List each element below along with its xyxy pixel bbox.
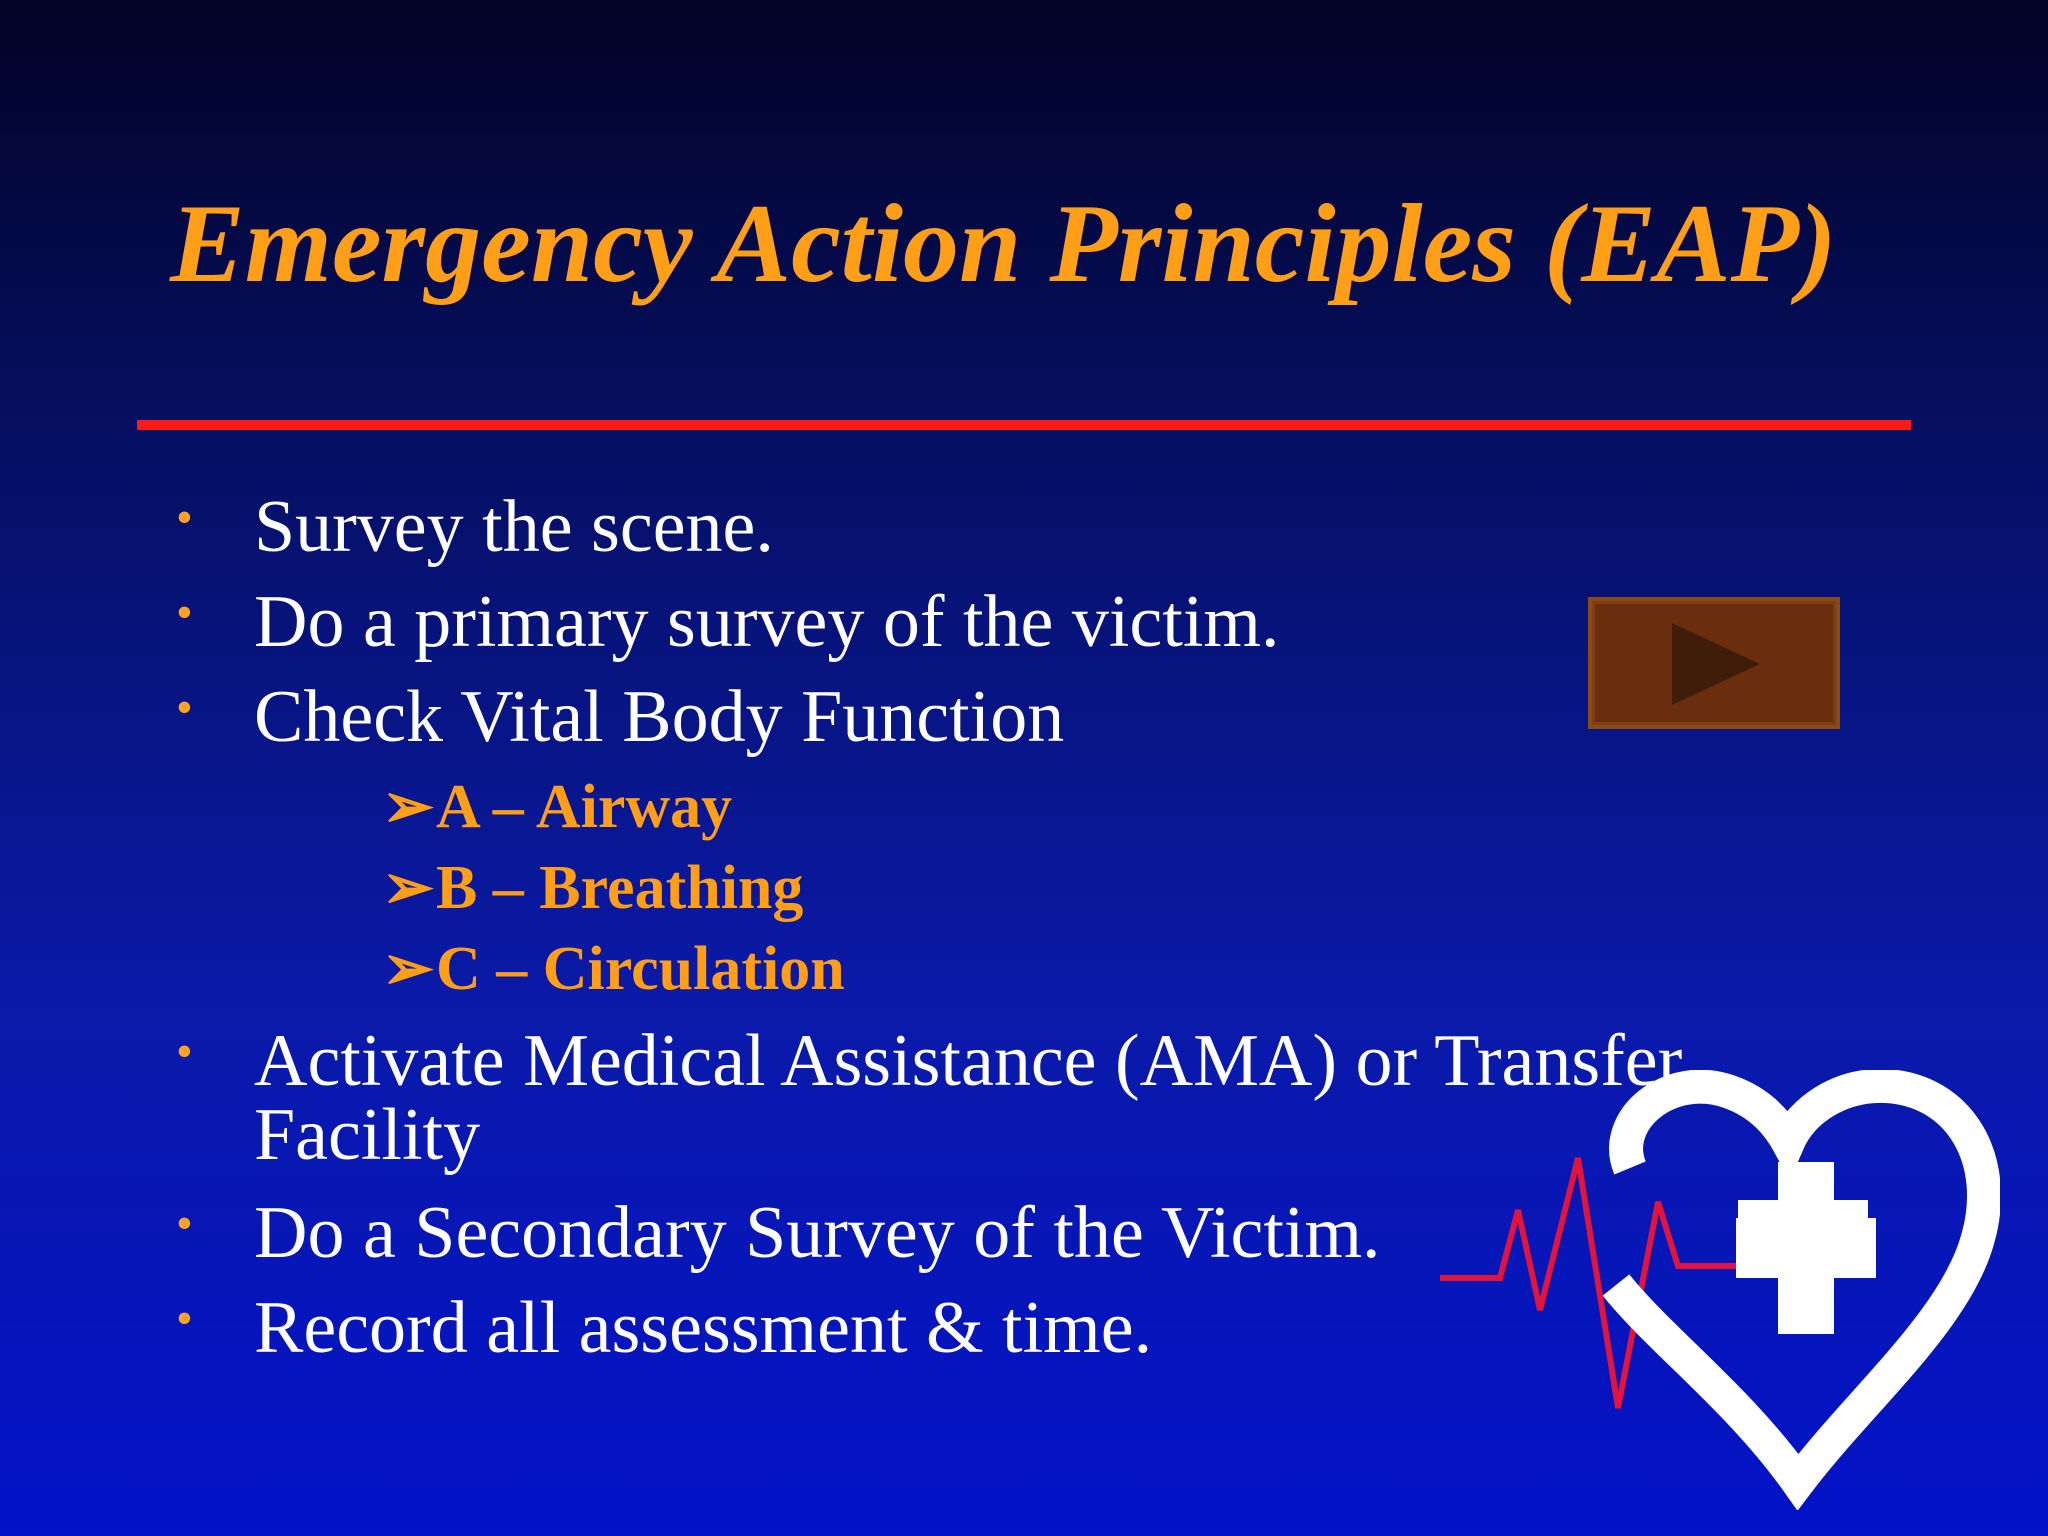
sub-item-text: A – Airway	[435, 773, 733, 841]
bullet-dot: •	[176, 1197, 193, 1250]
bullet-text: Activate Medical Assistance (AMA) or Transfer	[254, 1020, 1683, 1102]
sub-item-circulation	[382, 935, 845, 1003]
sub-item-text: B – Breathing	[435, 854, 804, 922]
arrow-bullet-icon: ➢	[382, 773, 434, 841]
slide-title: Emergency Action Principles (EAP)	[170, 182, 1837, 306]
bullet-text: Record all assessment & time.	[254, 1287, 1153, 1369]
sub-item-breathing	[382, 854, 804, 922]
bullet-dot: •	[176, 1025, 193, 1078]
bullet-dot: •	[176, 586, 193, 639]
bullet-text: Check Vital Body Function	[254, 676, 1065, 758]
bullet-text: Facility	[254, 1094, 481, 1176]
bullet-text: Survey the scene.	[254, 486, 774, 568]
arrow-bullet-icon: ➢	[382, 854, 434, 922]
next-slide-button[interactable]	[1588, 597, 1840, 729]
heart-cross-pulse-icon	[1440, 1070, 2000, 1510]
bullet-dot: •	[176, 681, 193, 734]
title-divider	[137, 420, 1911, 430]
bullet-text: Do a primary survey of the victim.	[254, 581, 1280, 663]
bullet-text: Do a Secondary Survey of the Victim.	[254, 1192, 1381, 1274]
bullet-dot: •	[176, 1292, 193, 1345]
play-arrow-icon	[1592, 601, 1836, 725]
sub-item-airway	[382, 773, 733, 841]
bullet-dot: •	[176, 491, 193, 544]
arrow-bullet-icon: ➢	[382, 935, 434, 1003]
sub-item-text: C – Circulation	[435, 935, 845, 1003]
